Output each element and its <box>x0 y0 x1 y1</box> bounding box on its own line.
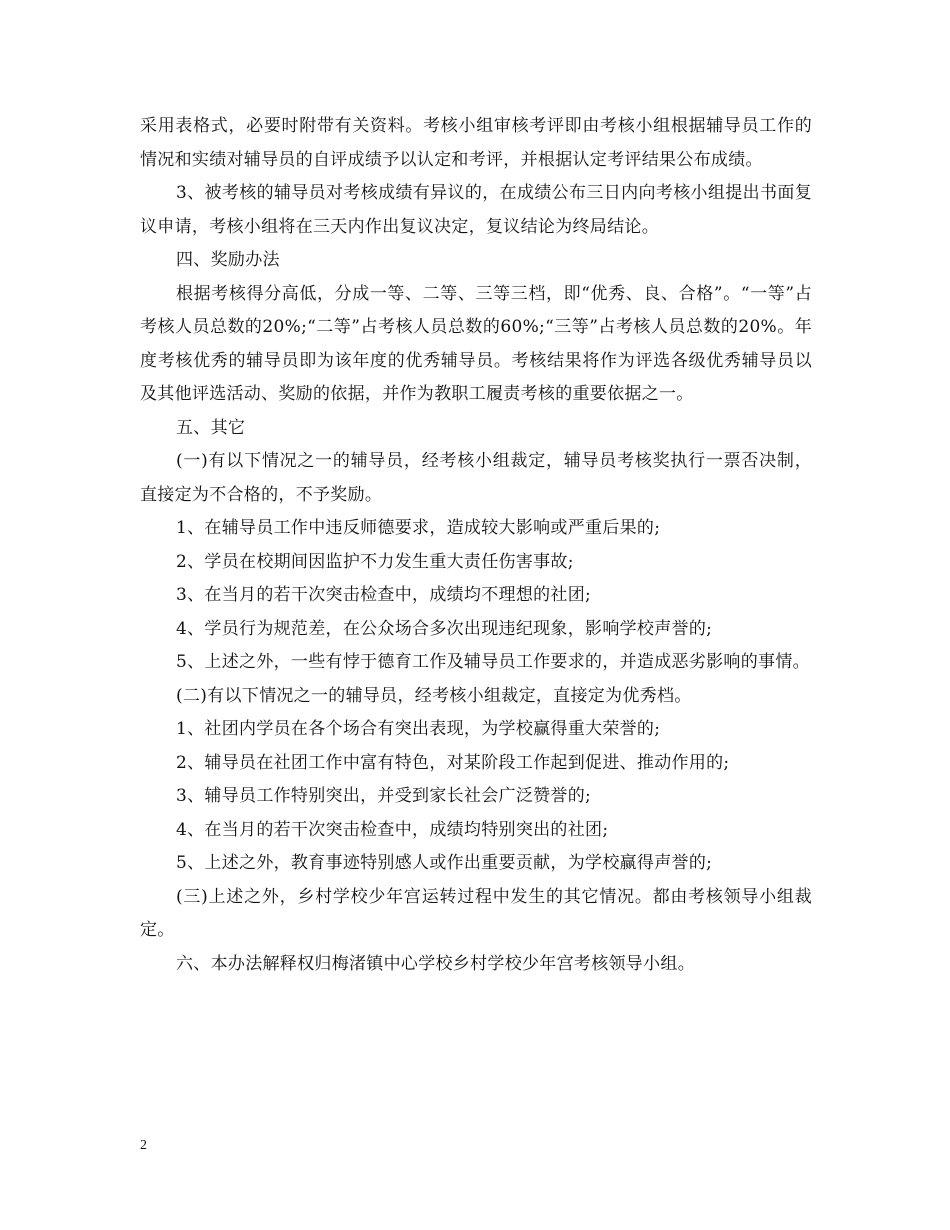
list-item: 5、上述之外，教育事迹特别感人或作出重要贡献，为学校赢得声誉的; <box>176 853 713 873</box>
list-item: 3、辅导员工作特别突出，并受到家长社会广泛赞誉的; <box>176 786 592 806</box>
page-number: 2 <box>140 1138 147 1153</box>
paragraph: 采用表格式，必要时附带有关资料。考核小组审核考评即由考核小组根据辅导员工作的情况和实绩对辅导员的自评成绩予以认定和考评，并根据认定考评结果公布成绩。 <box>140 116 812 170</box>
section-heading: 五、其它 <box>176 417 246 438</box>
list-item: 2、学员在校期间因监护不力发生重大责任伤害事故; <box>176 551 574 572</box>
list-item: 5、上述之外，一些有悖于德育工作及辅导员工作要求的，并造成恶劣影响的事情。 <box>176 652 810 672</box>
paragraph: 根据考核得分高低，分成一等、二等、三等三档，即“优秀、良、合格”。“一等”占考核人员总数的20%;“二等”占考核人员总数的60%;“三等”占考核人员总数的20%。年度考核优秀的辅导员即为该年度的优秀辅导员。考核结果将作为评选各级优秀辅导员以及其他评选活动、奖励的依据，并作为教职工履责考核的重要依据之一。 <box>140 283 812 404</box>
list-item: 4、学员行为规范差，在公众场合多次出现违纪现象，影响学校声誉的; <box>176 618 713 639</box>
paragraph: 3、被考核的辅导员对考核成绩有异议的，在成绩公布三日内向考核小组提出书面复议申请，考核小组将在三天内作出复议决定，复议结论为终局结论。 <box>140 183 812 237</box>
list-item: 4、在当月的若干次突击检查中，成绩均特别突出的社团; <box>176 819 609 840</box>
paragraph: (三)上述之外，乡村学校少年宫运转过程中发生的其它情况。都由考核领导小组裁定。 <box>140 886 812 940</box>
list-item: 1、社团内学员在各个场合有突出表现，为学校赢得重大荣誉的; <box>176 719 661 739</box>
section-heading: 四、奖励办法 <box>176 250 280 270</box>
paragraph: 六、本办法解释权归梅渚镇中心学校乡村学校少年宫考核领导小组。 <box>176 953 695 974</box>
paragraph: (一)有以下情况之一的辅导员，经考核小组裁定，辅导员考核奖执行一票否决制，直接定为不合格的，不予奖励。 <box>140 451 812 505</box>
list-item: 1、在辅导员工作中违反师德要求，造成较大影响或严重后果的; <box>176 518 661 538</box>
document-page <box>140 110 812 981</box>
list-item: 2、辅导员在社团工作中富有特色，对某阶段工作起到促进、推动作用的; <box>176 752 730 773</box>
paragraph: (二)有以下情况之一的辅导员，经考核小组裁定，直接定为优秀档。 <box>176 685 692 706</box>
list-item: 3、在当月的若干次突击检查中，成绩均不理想的社团; <box>176 585 592 605</box>
